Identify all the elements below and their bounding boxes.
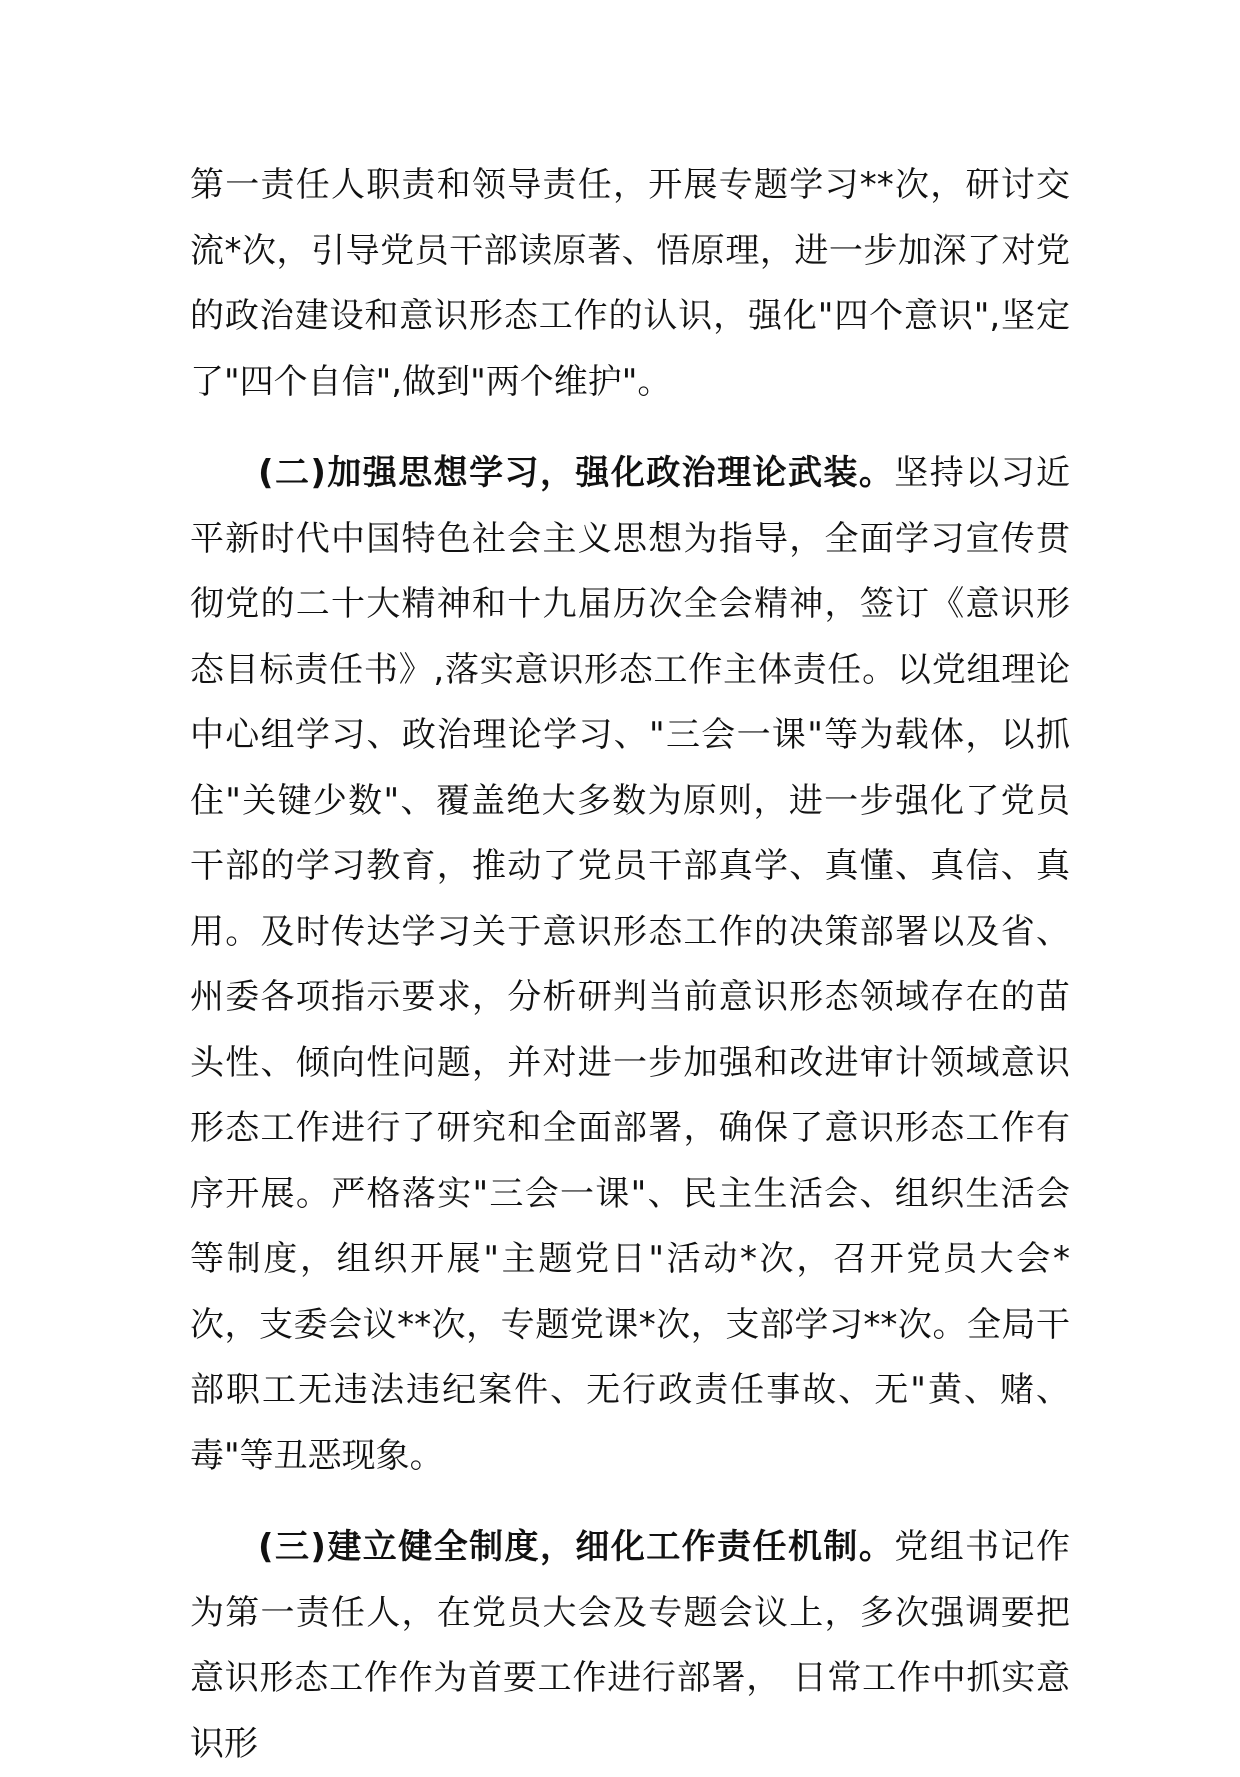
paragraph-2-heading: (二)加强思想学习，强化政治理论武装。 [258, 453, 895, 493]
document-body [190, 153, 1070, 1777]
paragraph-1-text: 第一责任人职责和领导责任，开展专题学习**次，研讨交流*次，引导党员干部读原著、悟原理，进一步加深了对党的政治建设和意识形态工作的认识，强化"四个意识",坚定了"四个自信",做到"两个维护"。 [190, 165, 1070, 402]
paragraph-3-heading: (三)建立健全制度，细化工作责任机制。 [258, 1527, 895, 1567]
paragraph-spacer [190, 415, 1070, 441]
paragraph-2-text: 坚持以习近平新时代中国特色社会主义思想为指导，全面学习宣传贯彻党的二十大精神和十九届历次全会精神，签订《意识形态目标责任书》,落实意识形态工作主体责任。以党组理论中心组学习、政治理论学习、"三会一课"等为载体，以抓住"关键少数"、覆盖绝大多数为原则，进一步强化了党员干部的学习教育，推动了党员干部真学、真懂、真信、真用。及时传达学习关于意识形态工作的决策部署以及省、州委各项指示要求，分析研判当前意识形态领域存在的苗头性、倾向性问题，并对进一步加强和改进审计领域意识形态工作进行了研究和全面部署，确保了意识形态工作有序开展。严格落实"三会一课"、民主生活会、组织生活会等制度，组织开展"主题党日"活动*次，召开党员大会*次，支委会议**次，专题党课*次，支部学习**次。全局干部职工无违法违纪案件、无行政责任事故、无"黄、赌、毒"等丑恶现象。 [190, 453, 1071, 1476]
paragraph-1 [190, 153, 1070, 415]
paragraph-2 [190, 441, 1070, 1489]
paragraph-3 [190, 1515, 1070, 1777]
paragraph-spacer [190, 1489, 1070, 1515]
paragraph-3-text: 党组书记作为第一责任人，在党员大会及专题会议上，多次强调要把意识形态工作作为首要工作进行部署， 日常工作中抓实意识形 [190, 1527, 1071, 1764]
